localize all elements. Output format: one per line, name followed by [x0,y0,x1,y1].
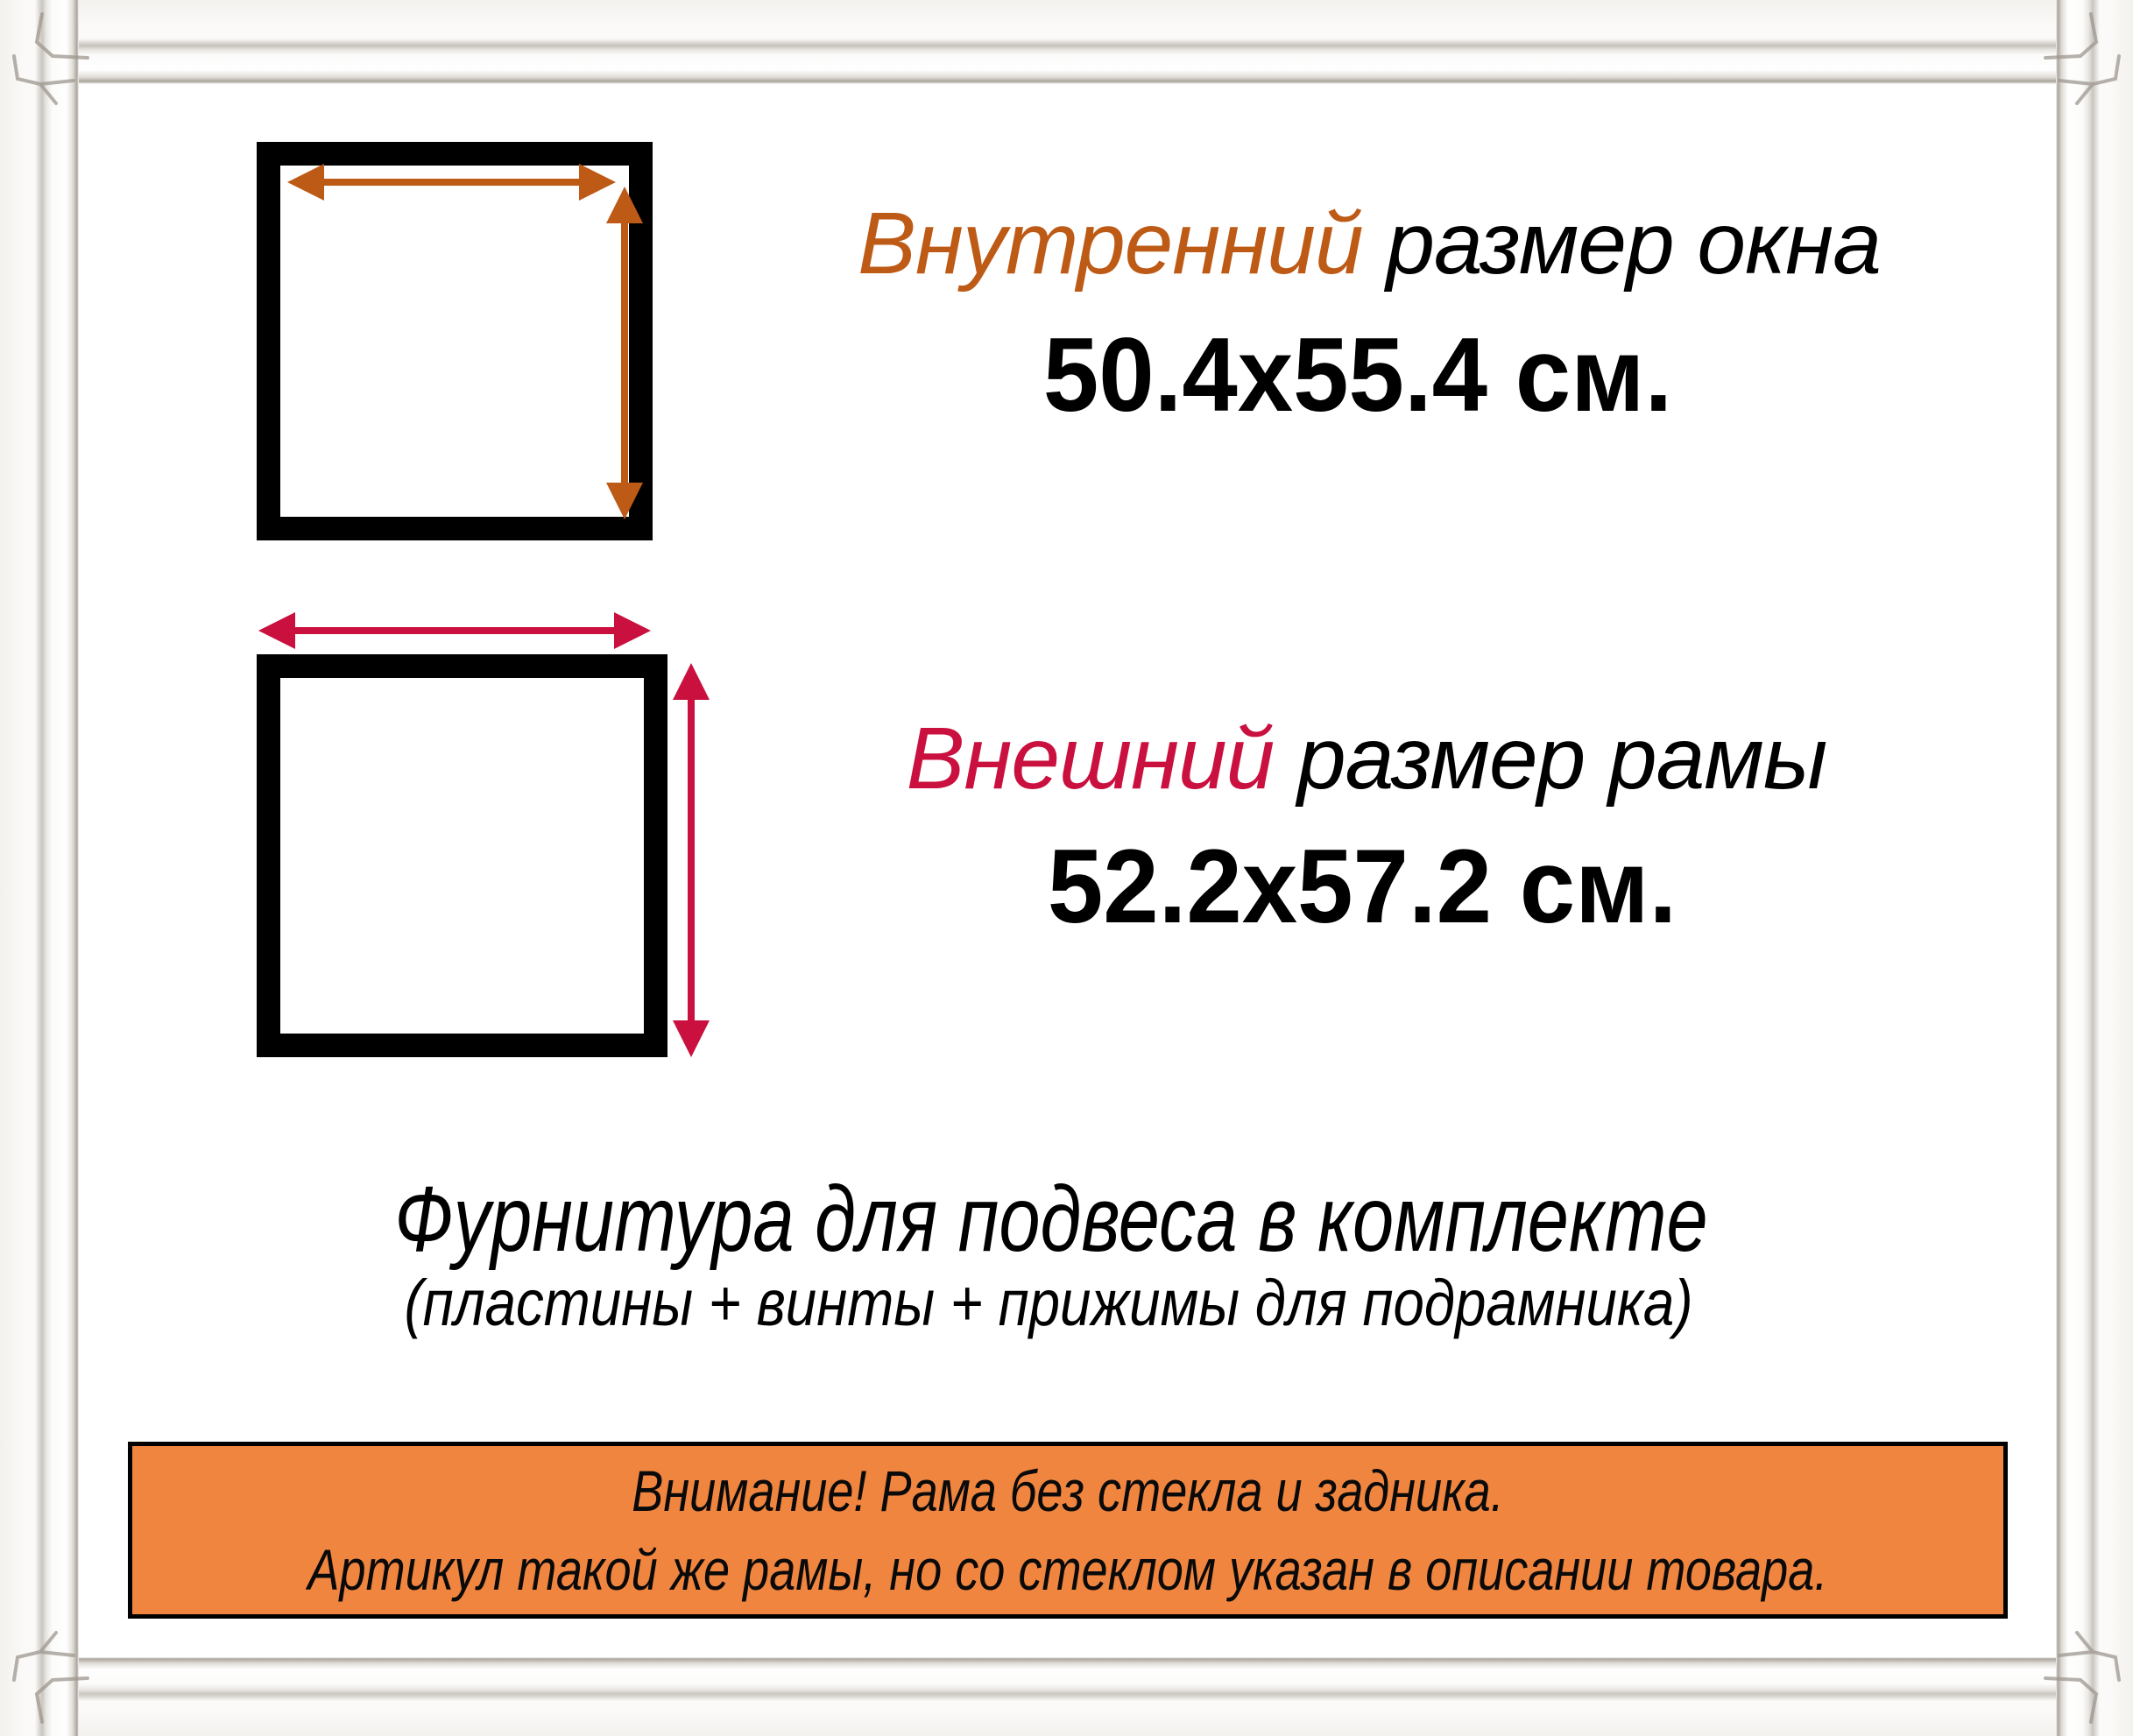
inner-size-label [858,194,1881,293]
attention-banner-line2: Артикул такой же рамы, но со стеклом указан в описании товара. [307,1537,1828,1602]
hardware-title: Фурнитура для подвеса в комплекте [394,1168,1708,1271]
inner-size-label-accent: Внутренний [858,194,1363,293]
outer-height-arrow-icon [673,663,710,1057]
outer-size-label-rest: размер рамы [1274,709,1827,808]
photo-frame-left [0,0,79,1736]
hardware-subtitle: (пластины + винты + прижимы для подрамника) [404,1267,1693,1339]
photo-frame-right [2056,0,2133,1736]
inner-width-arrow-icon [287,164,616,201]
attention-banner [128,1442,2008,1619]
frame-corner-wire-icon [4,4,135,135]
frame-corner-wire-icon [1998,4,2129,135]
outer-width-arrow-icon [258,612,651,649]
outer-size-value: 52.2x57.2 см. [1047,828,1677,945]
outer-frame-square [257,654,667,1057]
inner-size-label-rest: размер окна [1362,194,1881,293]
photo-frame-bottom [0,1657,2133,1736]
inner-size-value: 50.4x55.4 см. [1042,316,1673,434]
inner-height-arrow-icon [606,187,643,519]
outer-size-label-accent: Внешний [906,709,1275,808]
attention-banner-line1: Внимание! Рама без стекла и задника. [632,1458,1504,1523]
inner-window-square [257,142,653,540]
outer-size-label [906,709,1827,808]
frame-corner-wire-icon [4,1601,135,1732]
frame-corner-wire-icon [1998,1601,2129,1732]
photo-frame-top [0,0,2133,84]
